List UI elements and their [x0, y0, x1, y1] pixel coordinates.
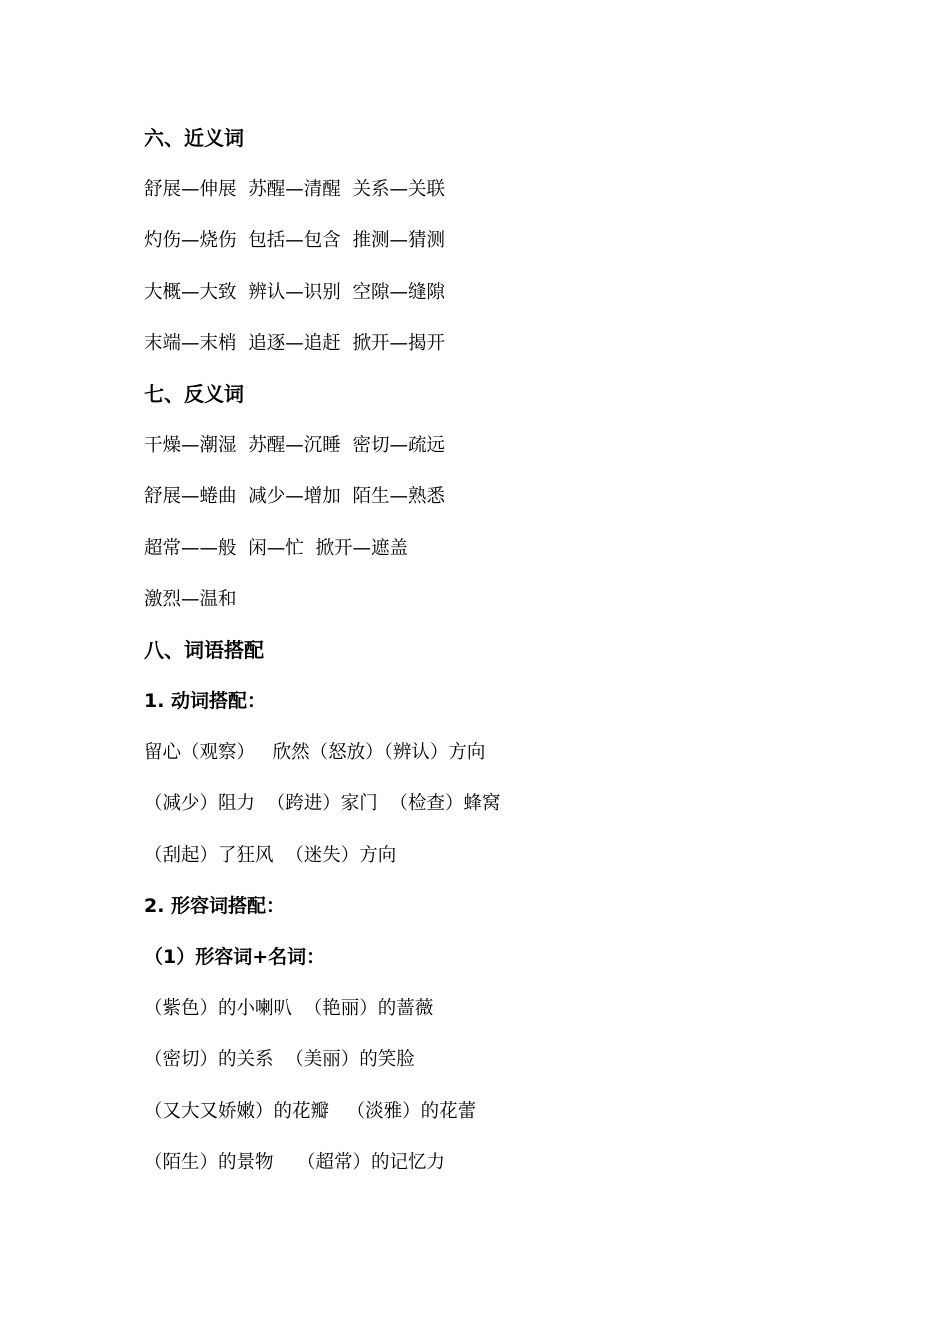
antonyms-line: 舒展—蜷曲 减少—增加 陌生—熟悉 — [144, 486, 446, 508]
verb-collocation-line: （刮起）了狂风 （迷失）方向 — [144, 844, 397, 866]
verb-collocation-line: （减少）阻力 （跨进）家门 （检查）蜂窝 — [144, 793, 501, 815]
antonyms-heading: 七、反义词 — [144, 381, 244, 406]
verb-collocation-line: 留心（观察） 欣然（怒放）（辨认）方向 — [144, 742, 486, 764]
adjective-noun-line: （密切）的关系 （美丽）的笑脸 — [144, 1049, 415, 1071]
collocations-heading: 八、词语搭配 — [144, 637, 264, 662]
document-page — [144, 120, 844, 1195]
antonyms-line: 干燥—潮湿 苏醒—沉睡 密切—疏远 — [144, 435, 446, 457]
verb-collocation-heading: 1. 动词搭配： — [144, 690, 267, 713]
adjective-noun-line: （又大又娇嫩）的花瓣 （淡雅）的花蕾 — [144, 1100, 477, 1122]
synonyms-line: 末端—末梢 追逐—追赶 掀开—揭开 — [144, 332, 446, 354]
synonyms-line: 舒展—伸展 苏醒—清醒 关系—关联 — [144, 179, 446, 201]
antonyms-line: 超常——般 闲—忙 掀开—遮盖 — [144, 537, 409, 559]
adjective-noun-line: （紫色）的小喇叭 （艳丽）的蔷薇 — [144, 998, 434, 1020]
synonyms-line: 大概—大致 辨认—识别 空隙—缝隙 — [144, 281, 446, 303]
synonyms-heading: 六、近义词 — [144, 126, 244, 150]
adjective-collocation-heading: 2. 形容词搭配： — [144, 894, 286, 917]
synonyms-line: 灼伤—烧伤 包括—包含 推测—猜测 — [144, 230, 446, 252]
adjective-noun-line: （陌生）的景物 （超常）的记忆力 — [144, 1151, 446, 1173]
adjective-noun-heading: （1）形容词+名词： — [144, 946, 326, 968]
antonyms-line: 激烈—温和 — [144, 588, 237, 610]
